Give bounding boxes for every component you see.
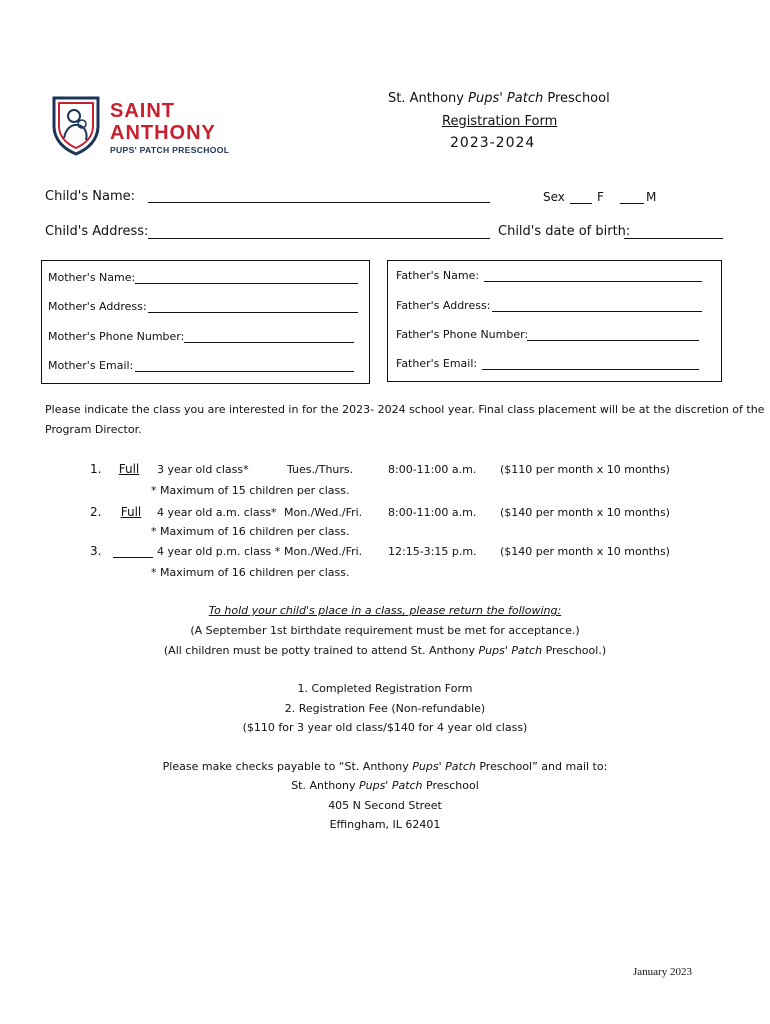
hold-requirement-potty: (All children must be potty trained to attend St. Anthony Pups' Patch Preschool.) [163, 644, 607, 657]
mail-instruction: Please make checks payable to “St. Anthony Pups' Patch Preschool” and mail to: [162, 760, 608, 773]
sex-label: Sex [543, 190, 565, 204]
class-number: 1. [90, 462, 102, 476]
header-school-year: 2023-2024 [450, 135, 536, 151]
class-note: * Maximum of 15 children per class. [151, 484, 350, 497]
father-phone-field[interactable] [527, 340, 699, 341]
mother-name-field[interactable] [135, 283, 358, 284]
class-time: 8:00-11:00 a.m. [388, 506, 477, 519]
footer-date: January 2023 [633, 966, 692, 978]
sex-m-label: M [646, 190, 657, 204]
class-note: * Maximum of 16 children per class. [151, 525, 350, 538]
class-selection-field[interactable]: Full [120, 505, 142, 519]
hold-item-1: 1. Completed Registration Form [297, 682, 473, 695]
mother-phone-label: Mother's Phone Number: [48, 330, 185, 343]
sex-f-field[interactable] [570, 203, 592, 204]
logo-text-anthony: ANTHONY [110, 122, 216, 144]
hold-title: To hold your child's place in a class, please return the following: [208, 604, 562, 617]
class-description: 4 year old p.m. class * [157, 545, 281, 558]
child-dob-field[interactable] [624, 238, 723, 239]
class-note: * Maximum of 16 children per class. [151, 566, 350, 579]
father-address-label: Father's Address: [396, 299, 491, 312]
mother-address-label: Mother's Address: [48, 300, 147, 313]
class-days: Mon./Wed./Fri. [284, 545, 363, 558]
class-time: 12:15-3:15 p.m. [388, 545, 477, 558]
child-name-label: Child's Name: [45, 189, 136, 204]
mail-city: Effingham, IL 62401 [329, 818, 441, 831]
class-description: 4 year old a.m. class* [157, 506, 277, 519]
father-phone-label: Father's Phone Number: [396, 328, 529, 341]
father-address-field[interactable] [492, 311, 702, 312]
class-price: ($110 per month x 10 months) [500, 463, 670, 476]
class-price: ($140 per month x 10 months) [500, 506, 670, 519]
father-email-label: Father's Email: [396, 357, 478, 370]
mother-email-field[interactable] [135, 371, 354, 372]
class-number: 3. [90, 544, 102, 558]
child-dob-label: Child's date of birth: [498, 224, 631, 239]
header-form-title: Registration Form [442, 114, 558, 129]
class-selection-field[interactable] [113, 557, 153, 558]
intro-line-2: Program Director. [45, 423, 142, 436]
child-address-label: Child's Address: [45, 224, 149, 239]
sex-m-field[interactable] [620, 203, 644, 204]
father-info-box [387, 260, 722, 382]
logo-text-saint: SAINT [110, 100, 175, 122]
class-price: ($140 per month x 10 months) [500, 545, 670, 558]
father-name-label: Father's Name: [396, 269, 480, 282]
mother-phone-field[interactable] [184, 342, 354, 343]
father-email-field[interactable] [482, 369, 699, 370]
class-days: Mon./Wed./Fri. [284, 506, 363, 519]
mail-recipient: St. Anthony Pups' Patch Preschool [291, 779, 479, 792]
child-name-field[interactable] [148, 202, 490, 203]
class-days: Tues./Thurs. [287, 463, 354, 476]
mother-address-field[interactable] [148, 312, 358, 313]
shield-icon [50, 94, 102, 156]
logo-subtitle: PUPS' PATCH PRESCHOOL [110, 145, 230, 155]
class-description: 3 year old class* [157, 463, 249, 476]
hold-item-2: 2. Registration Fee (Non-refundable) [284, 702, 486, 715]
class-selection-field[interactable]: Full [118, 462, 140, 476]
hold-item-3: ($110 for 3 year old class/$140 for 4 year old class) [242, 721, 528, 734]
class-number: 2. [90, 505, 102, 519]
mother-name-label: Mother's Name: [48, 271, 136, 284]
school-logo [50, 94, 240, 158]
mother-info-box [41, 260, 370, 384]
header-school-name: St. Anthony Pups' Patch Preschool [388, 91, 610, 106]
hold-requirement-birthdate: (A September 1st birthdate requirement must be met for acceptance.) [190, 624, 580, 637]
mother-email-label: Mother's Email: [48, 359, 134, 372]
sex-f-label: F [597, 190, 604, 204]
intro-line-1: Please indicate the class you are interested in for the 2023- 2024 school year. Final class placement will be at the discretion of the [45, 403, 765, 416]
father-name-field[interactable] [484, 281, 702, 282]
mail-street: 405 N Second Street [328, 799, 442, 812]
child-address-field[interactable] [148, 238, 490, 239]
class-time: 8:00-11:00 a.m. [388, 463, 477, 476]
